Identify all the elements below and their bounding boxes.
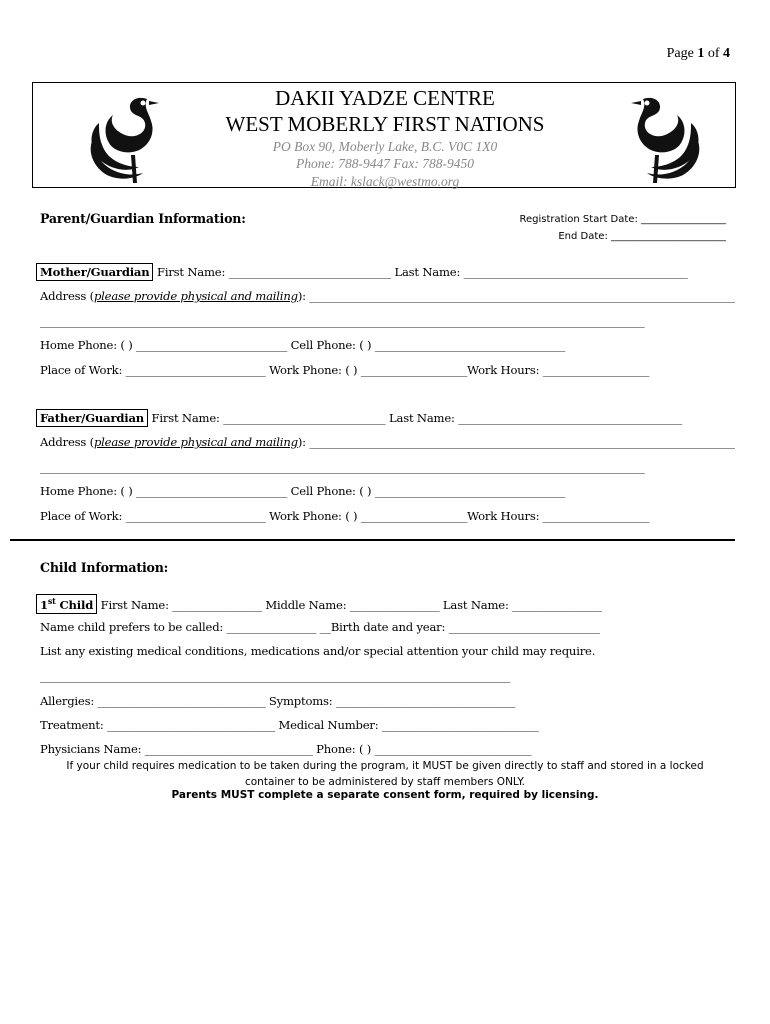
medical-answer-line[interactable]: ____________________________________________________________________________________ <box>40 669 511 683</box>
consent-note: Parents MUST complete a separate consent form, required by licensing. <box>171 789 599 801</box>
letterhead <box>32 82 736 188</box>
child-name-fields[interactable]: First Name: ________________ Middle Name: ________________ Last Name: ________________ <box>97 597 602 612</box>
physician-row[interactable]: Physicians Name: ______________________________ Phone: ( ) ____________________________ <box>40 742 532 756</box>
end-date-field[interactable]: End Date: _______________________ <box>558 231 726 242</box>
section-divider <box>10 539 735 541</box>
father-work-row[interactable]: Place of Work: _________________________ Work Phone: ( ) ___________________Work Hours: ___________________ <box>40 509 650 523</box>
mother-guardian-label: Mother/Guardian <box>36 263 153 281</box>
parent-section-title: Parent/Guardian Information: <box>40 211 246 226</box>
father-address-line2[interactable]: ____________________________________________________________________________________________________________ <box>40 460 645 474</box>
mother-address-field[interactable]: Address (please provide physical and mailing): ____________________________________________________________________________ <box>40 289 735 303</box>
mother-work-row[interactable]: Place of Work: _________________________ Work Phone: ( ) ___________________Work Hours: ___________________ <box>40 363 650 377</box>
father-name-fields[interactable]: First Name: _____________________________ Last Name: ________________________________________ <box>148 411 683 425</box>
page-number: Page 1 of 4 <box>666 46 730 61</box>
org-email: Email: kslack@westmo.org <box>310 174 460 189</box>
org-name: DAKII YADZE CENTRE <box>275 86 495 110</box>
org-subname: WEST MOBERLY FIRST NATIONS <box>225 112 545 136</box>
org-address: PO Box 90, Moberly Lake, B.C. V0C 1X0 <box>272 139 498 154</box>
child-section-title: Child Information: <box>40 560 169 575</box>
father-phones-row[interactable]: Home Phone: ( ) ___________________________ Cell Phone: ( ) __________________________________ <box>40 484 566 498</box>
child-names-row <box>36 594 602 614</box>
father-names-row <box>36 409 682 427</box>
mother-address-line2[interactable]: ____________________________________________________________________________________________________________ <box>40 314 645 328</box>
mother-name-fields[interactable]: First Name: _____________________________ Last Name: ________________________________________ <box>153 265 688 279</box>
treatment-row[interactable]: Treatment: ______________________________ Medical Number: ____________________________ <box>40 718 539 732</box>
mother-names-row <box>36 263 688 281</box>
father-guardian-label: Father/Guardian <box>36 409 148 427</box>
allergies-row[interactable]: Allergies: ______________________________ Symptoms: ________________________________ <box>40 694 516 708</box>
org-phone: Phone: 788-9447 Fax: 788-9450 <box>295 156 475 171</box>
mother-phones-row[interactable]: Home Phone: ( ) ___________________________ Cell Phone: ( ) __________________________________ <box>40 338 566 352</box>
medication-note: If your child requires medication to be taken during the program, it MUST be given directly to staff and stored in a locked container to be administered by staff members ONLY. <box>66 760 704 788</box>
medical-question: List any existing medical conditions, medications and/or special attention your child may require. <box>40 644 596 658</box>
father-address-field[interactable]: Address (please provide physical and mailing): ____________________________________________________________________________ <box>40 435 735 449</box>
registration-start-date-field[interactable]: Registration Start Date: _________________ <box>519 214 726 225</box>
first-child-label: 1st Child <box>36 594 97 614</box>
child-preferred-name-row[interactable]: Name child prefers to be called: ________________ __Birth date and year: ___________________________ <box>40 620 600 634</box>
